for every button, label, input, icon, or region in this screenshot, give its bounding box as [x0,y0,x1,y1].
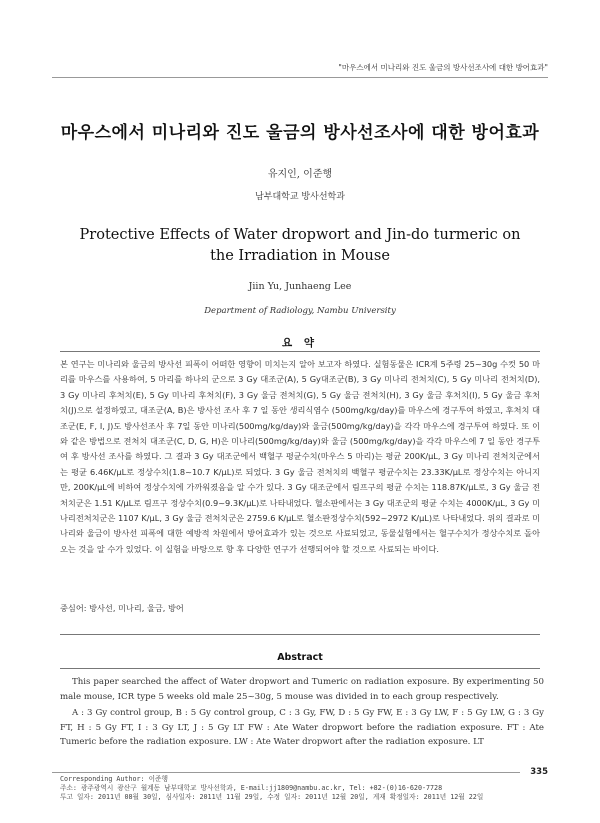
author-address: 주소: 광주광역시 광산구 월계동 남부대학교 방사선학과, E-mail:jj1809@nambu.ac.kr, Tel: +82-(0)16-620-7728 [60,784,443,793]
keywords: 중심어: 방사선, 미나리, 울금, 방어 [60,603,184,613]
affiliation-korean: 남부대학교 방사선학과 [255,192,345,202]
abstract-paragraph: This paper searched the affect of Water dropwort and Tumeric on radiation exposure. By experimenting 50 male mouse, ICR type 5 weeks old male 25~30g, 5 mouse was divided in to each group respectively. [60,677,544,702]
abstract-rule [60,668,540,669]
submission-dates: 투고 일자: 2011년 08월 30일, 심사일자: 2011년 11월 29일, 수정 일자: 2011년 12월 20일, 게재 확정일자: 2011년 12월 22일 [60,793,484,802]
summary-rule [60,351,540,352]
page-number: 335 [530,767,548,777]
authors-english: Jiin Yu, Junhaeng Lee [248,281,352,292]
footer [60,775,548,803]
top-rule [52,77,548,78]
abstract-paragraph: A : 3 Gy control group, B : 5 Gy control group, C : 3 Gy, FW, D : 5 Gy FW, E : 3 Gy LW, F : 5 Gy LW, G : 3 Gy FT, H : 5 Gy FT, I : 3 Gy LT, J : 5 Gy LT FW : Ate Water dropwort before the radiation exposure. FT : Ate Tumeric before the radiation exposure. LW : Ate Water dropwort after the radiation exposure. LT [60,708,544,748]
summary-body: 본 연구는 미나리와 울금의 방사선 피폭이 어떠한 영향이 미치는지 알아 보고자 하였다. 실험동물은 ICR계 5주령 25~30g 수컷 50 마리를 마우스를 사용하여, 5 마리를 하나의 군으로 3 Gy 대조군(A), 5 Gy대조군(B), 3 Gy 미나리 전처치(C), 5 Gy 미나리 전처치(D), 3 Gy 미나리 후처치(E), 5 Gy 미나리 후처치(F), 3 Gy 울금 전처치(G), 5 Gy 울금 전처치(H), 3 Gy 울금 후처치(I), 5 Gy 울금 후처치(J)으로 설정하였고, 대조군(A, B)은 방사선 조사 후 7 일 동안 생리식염수 (500mg/kg/day)를 마우스에 경구투여 하였고, 후처치 대조군(E, F, I, J)도 방사선조사 후 7일 동안 미나리(500mg/kg/day)와 울금(500mg/kg/day)을 각각 마우스에 경구투여 하였다. 또 이와 같은 방법으로 전처치 대조군(C, D, G, H)은 미나리(500mg/kg/day)와 울금 (500mg/kg/day)을 각각 마우스에 7 일 동안 경구투여 후 방사선 조사를 하였다. 그 결과 3 Gy 대조군에서 백혈구 평균수치(마우스 5 마리)는 평균 200K/μL, 3 Gy 미나리 전처치군에서는 평균 6.46K/μL로 정상수치(1.8~10.7 K/μL)로 되었다. 3 Gy 울금 전처치의 백혈구 평균수치는 23.33K/μL로 정상수치는 아니지만, 200K/μL에 비하여 정상수치에 가까워졌음을 알 수가 있다. 3 Gy 대조군에서 림프구의 평균 수치는 118.87K/μL로, 3 Gy 울금 전처치군은 1.51 K/μL로 림프구 정상수치(0.9~9.3K/μL)로 나타내었다. 혈소판에서는 3 Gy 대조군의 평균 수치는 4000K/μL, 3 Gy 미나리전처치군은 1107 K/μL, 3 Gy 울금 전처치군은 2759.6 K/μL로 혈소판정상수치(592~2972 K/μL)로 나타내었다. 위의 결과로 미나리와 울금이 방사선 피폭에 대한 예방적 차원에서 방어효과가 있는 것으로 사료되었고, 동물실험에서는 혈구수치가 정상수치로 돌아오는 것을 알 수가 있었다. 이 실험을 바탕으로 향 후 다양한 연구가 선행되어야 할 것으로 사료되는 바이다. [60,359,540,554]
department-english: Department of Radiology, Nambu University [204,306,396,316]
footer-rule [52,772,520,773]
abstract-body [60,675,544,750]
title-english: Protective Effects of Water dropwort and Jin-do turmeric on the Irradiation in Mouse [79,227,521,264]
summary-heading: 요 약 [282,337,318,349]
authors-korean: 유지인, 이준행 [267,169,333,180]
title-korean: 마우스에서 미나리와 진도 울금의 방사선조사에 대한 방어효과 [60,123,540,143]
corresponding-author: Corresponding Author: 이준행 [60,775,168,783]
abstract-top-rule [60,634,540,635]
abstract-heading: Abstract [277,652,323,663]
running-header: "마우스에서 미나리와 진도 울금의 방사선조사에 대한 방어효과" [338,63,548,72]
